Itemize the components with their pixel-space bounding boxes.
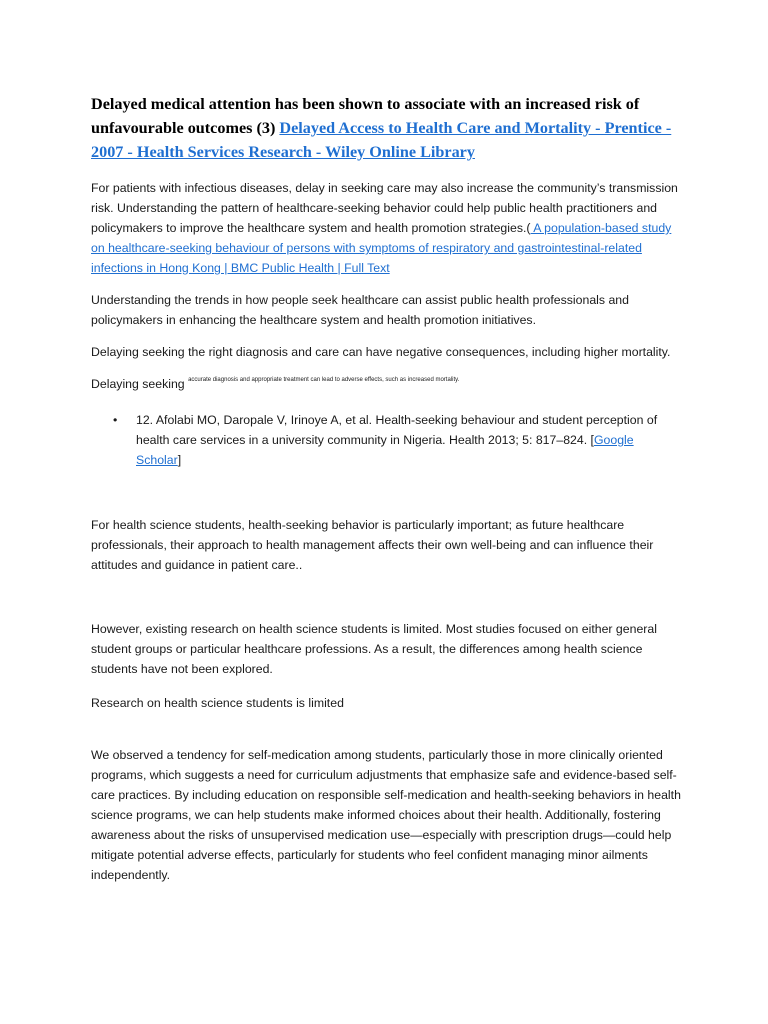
paragraph-delaying-seeking: [91, 374, 681, 394]
document-page: [91, 92, 681, 885]
google-scholar-link[interactable]: Google Scholar: [136, 433, 634, 467]
paragraph-self-medication: We observed a tendency for self-medication among students, particularly those in more clinically oriented programs, which suggests a need for curriculum adjustments that emphasize safe and evidence-based self-care practices. By including education on responsible self-medication and health-seeking behaviors in health science programs, we can help students make informed choices about their health. Additionally, fostering awareness about the risks of unsupervised medication use—especially with prescription drugs—could help mitigate potential adverse effects, particularly for students who feel confident managing minor ailments independently.: [91, 748, 681, 882]
paragraph-health-science-students: For health science students, health-seeking behavior is particularly important; as future healthcare professionals, their approach to health management affects their own well-being and can influence their attitudes and guidance in patient care..: [91, 518, 654, 572]
paragraph-delaying-diagnosis: Delaying seeking the right diagnosis and care can have negative consequences, including higher mortality.: [91, 345, 671, 359]
paragraph-research-limited: Research on health science students is limited: [91, 696, 344, 710]
paragraph-infectious-diseases: [91, 178, 681, 278]
heading-text: Delayed medical attention has been shown to associate with an increased risk of unfavourable outcomes (3): [91, 95, 640, 137]
spacer: [91, 470, 681, 515]
paragraph-text: For patients with infectious diseases, delay in seeking care may also increase the community’s transmission risk. Understanding the pattern of healthcare-seeking behavior could help public health practitioners and policymakers to improve the healthcare system and health promotion strategies.(: [91, 181, 678, 235]
paragraph-text: Delaying seeking: [91, 377, 189, 391]
reference-close-bracket: ]: [177, 453, 182, 467]
paragraph-existing-research: However, existing research on health science students is limited. Most studies focused on either general student groups or particular healthcare professions. As a result, the differences among health science students have not been explored.: [91, 622, 657, 676]
document-heading: [91, 92, 681, 164]
spacer: [91, 713, 681, 745]
paragraph-healthcare-trends: Understanding the trends in how people seek healthcare can assist public health professionals and policymakers in enhancing the healthcare system and health promotion initiatives.: [91, 293, 629, 327]
reference-item: [136, 410, 681, 470]
heading-link[interactable]: Delayed Access to Health Care and Mortality - Prentice - 2007 - Health Services Research - Wiley Online Library: [91, 119, 672, 161]
bmc-public-health-link[interactable]: A population-based study on healthcare-seeking behaviour of persons with symptoms of respiratory and gastrointestinal-related infections in Hong Kong | BMC Public Health | Full Text: [91, 221, 672, 275]
reference-text: 12. Afolabi MO, Daropale V, Irinoye A, et al. Health-seeking behaviour and student perception of health care services in a university community in Nigeria. Health 2013; 5: 817–824. [: [136, 413, 658, 447]
small-inline-text: accurate diagnosis and appropriate treatment can lead to adverse effects, such as increased mortality.: [188, 377, 460, 383]
reference-list: [91, 410, 681, 470]
spacer: [91, 575, 681, 619]
